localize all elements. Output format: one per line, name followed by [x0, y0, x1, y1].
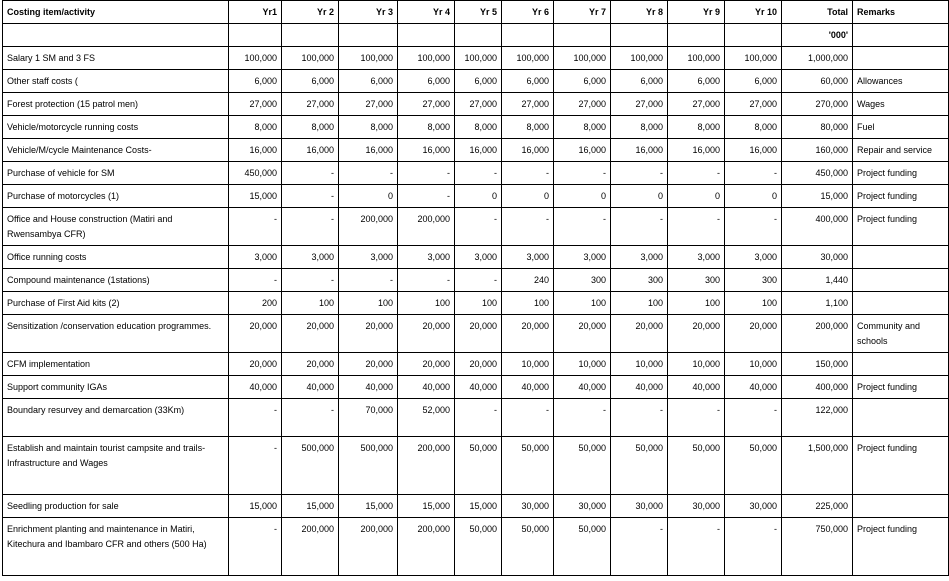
- cell-yr1: 450,000: [229, 162, 282, 185]
- cell-yr6: 30,000: [502, 495, 554, 518]
- cell-yr8: 0: [611, 185, 668, 208]
- cell-yr4: 200,000: [398, 208, 455, 246]
- header-yr1: Yr1: [229, 1, 282, 24]
- cell-remarks: Project funding: [853, 162, 949, 185]
- cell-yr1: 100,000: [229, 47, 282, 70]
- cell-yr1: -: [229, 518, 282, 576]
- table-row: [3, 208, 949, 246]
- table-row: [3, 70, 949, 93]
- cell-yr2: 15,000: [282, 495, 339, 518]
- cell-yr2: 100: [282, 292, 339, 315]
- table-row: [3, 139, 949, 162]
- cell-remarks: Project funding: [853, 437, 949, 495]
- cell-yr10: 30,000: [725, 495, 782, 518]
- cell-yr7: 50,000: [554, 518, 611, 576]
- cell-remarks: [853, 47, 949, 70]
- cell-yr3: 0: [339, 185, 398, 208]
- cell-yr4: -: [398, 185, 455, 208]
- cell-yr8: 50,000: [611, 437, 668, 495]
- cell-yr7: 40,000: [554, 376, 611, 399]
- cell-yr4: 8,000: [398, 116, 455, 139]
- cell-total: 30,000: [782, 246, 853, 269]
- cell-yr4: 27,000: [398, 93, 455, 116]
- cell-yr1: 15,000: [229, 185, 282, 208]
- cell-yr4: 6,000: [398, 70, 455, 93]
- cell-remarks: [853, 269, 949, 292]
- cell-yr6: 100,000: [502, 47, 554, 70]
- cell-yr3: 16,000: [339, 139, 398, 162]
- header-item: Costing item/activity: [3, 1, 229, 24]
- cell-yr2: 6,000: [282, 70, 339, 93]
- cell-item: Purchase of vehicle for SM: [3, 162, 229, 185]
- cell-total: 750,000: [782, 518, 853, 576]
- cell-yr3: 100: [339, 292, 398, 315]
- cell-yr8: -: [611, 518, 668, 576]
- cell-yr5: 16,000: [455, 139, 502, 162]
- header-row: [3, 1, 949, 24]
- cell-yr9: -: [668, 162, 725, 185]
- cell-total: 225,000: [782, 495, 853, 518]
- cell-yr9: 50,000: [668, 437, 725, 495]
- cell-yr3: 20,000: [339, 315, 398, 353]
- cell-yr9: 3,000: [668, 246, 725, 269]
- table-row: [3, 315, 949, 353]
- cell-yr8: 3,000: [611, 246, 668, 269]
- cell-yr6: 8,000: [502, 116, 554, 139]
- cell-yr7: -: [554, 162, 611, 185]
- cell-item: Vehicle/motorcycle running costs: [3, 116, 229, 139]
- cell-yr6: 0: [502, 185, 554, 208]
- cell-yr2: -: [282, 399, 339, 437]
- cell-item: Office and House construction (Matiri and Rwensambya CFR): [3, 208, 229, 246]
- cell-yr6: -: [502, 162, 554, 185]
- cell-remarks: [853, 495, 949, 518]
- cell-yr2: 27,000: [282, 93, 339, 116]
- cell-yr9: -: [668, 208, 725, 246]
- cell-yr9: 6,000: [668, 70, 725, 93]
- table-row: [3, 353, 949, 376]
- cell-yr3: 70,000: [339, 399, 398, 437]
- cell-yr10: -: [725, 208, 782, 246]
- cell-yr4: 20,000: [398, 353, 455, 376]
- cell-yr6: -: [502, 208, 554, 246]
- cell-yr1: 8,000: [229, 116, 282, 139]
- cell-yr1: 20,000: [229, 353, 282, 376]
- cell-yr10: 100: [725, 292, 782, 315]
- header-yr2: Yr 2: [282, 1, 339, 24]
- cell-remarks: Project funding: [853, 208, 949, 246]
- cell-yr3: 100,000: [339, 47, 398, 70]
- cell-yr5: 27,000: [455, 93, 502, 116]
- cell-yr9: -: [668, 518, 725, 576]
- cell-yr6: 20,000: [502, 315, 554, 353]
- cell-remarks: Project funding: [853, 518, 949, 576]
- empty-cell: [554, 24, 611, 47]
- header-remarks: Remarks: [853, 1, 949, 24]
- cell-yr2: 40,000: [282, 376, 339, 399]
- cell-yr3: -: [339, 162, 398, 185]
- table-body: [3, 47, 949, 576]
- cell-yr8: 6,000: [611, 70, 668, 93]
- cell-total: 160,000: [782, 139, 853, 162]
- cell-yr10: 40,000: [725, 376, 782, 399]
- cell-total: 15,000: [782, 185, 853, 208]
- cell-yr4: 100,000: [398, 47, 455, 70]
- cell-yr7: 8,000: [554, 116, 611, 139]
- cell-item: Seedling production for sale: [3, 495, 229, 518]
- cell-yr9: 20,000: [668, 315, 725, 353]
- cell-item: Compound maintenance (1stations): [3, 269, 229, 292]
- cell-remarks: Fuel: [853, 116, 949, 139]
- cell-yr9: 10,000: [668, 353, 725, 376]
- cell-yr7: 6,000: [554, 70, 611, 93]
- cell-yr9: 8,000: [668, 116, 725, 139]
- cell-yr10: -: [725, 162, 782, 185]
- cell-yr8: 10,000: [611, 353, 668, 376]
- cell-total: 1,500,000: [782, 437, 853, 495]
- table-row: [3, 518, 949, 576]
- cell-item: Support community IGAs: [3, 376, 229, 399]
- cell-yr9: 300: [668, 269, 725, 292]
- cell-yr2: 3,000: [282, 246, 339, 269]
- cell-yr2: 100,000: [282, 47, 339, 70]
- header-yr6: Yr 6: [502, 1, 554, 24]
- table-row: [3, 116, 949, 139]
- header-yr7: Yr 7: [554, 1, 611, 24]
- cell-yr9: 100,000: [668, 47, 725, 70]
- cell-yr10: 27,000: [725, 93, 782, 116]
- cell-remarks: Project funding: [853, 376, 949, 399]
- cell-yr2: -: [282, 185, 339, 208]
- cell-yr6: 240: [502, 269, 554, 292]
- cell-item: Establish and maintain tourist campsite and trails- Infrastructure and Wages: [3, 437, 229, 495]
- cell-yr6: 10,000: [502, 353, 554, 376]
- cell-yr7: 50,000: [554, 437, 611, 495]
- cell-yr9: 0: [668, 185, 725, 208]
- cell-yr8: 100: [611, 292, 668, 315]
- cell-yr7: 3,000: [554, 246, 611, 269]
- cell-yr1: -: [229, 399, 282, 437]
- cell-yr6: 50,000: [502, 437, 554, 495]
- cell-total: 200,000: [782, 315, 853, 353]
- empty-cell: [398, 24, 455, 47]
- cell-yr7: 10,000: [554, 353, 611, 376]
- cell-yr2: 16,000: [282, 139, 339, 162]
- empty-cell: [502, 24, 554, 47]
- cell-yr1: 15,000: [229, 495, 282, 518]
- table-row: [3, 292, 949, 315]
- cell-yr10: 10,000: [725, 353, 782, 376]
- cell-yr9: -: [668, 399, 725, 437]
- cell-total: 400,000: [782, 376, 853, 399]
- cell-yr5: 20,000: [455, 315, 502, 353]
- cell-yr8: 30,000: [611, 495, 668, 518]
- cell-yr1: 27,000: [229, 93, 282, 116]
- cell-yr8: -: [611, 399, 668, 437]
- header-yr4: Yr 4: [398, 1, 455, 24]
- cell-remarks: Project funding: [853, 185, 949, 208]
- cell-yr5: 8,000: [455, 116, 502, 139]
- cell-yr8: 300: [611, 269, 668, 292]
- table-row: [3, 162, 949, 185]
- cell-item: Purchase of First Aid kits (2): [3, 292, 229, 315]
- cell-yr9: 40,000: [668, 376, 725, 399]
- cell-yr7: 16,000: [554, 139, 611, 162]
- cell-yr5: 0: [455, 185, 502, 208]
- cell-yr1: 3,000: [229, 246, 282, 269]
- cell-yr9: 100: [668, 292, 725, 315]
- cell-yr2: -: [282, 162, 339, 185]
- cell-total: 270,000: [782, 93, 853, 116]
- header-yr3: Yr 3: [339, 1, 398, 24]
- cell-total: 400,000: [782, 208, 853, 246]
- cell-yr6: 27,000: [502, 93, 554, 116]
- cell-yr9: 27,000: [668, 93, 725, 116]
- cell-yr10: -: [725, 399, 782, 437]
- cell-yr7: 20,000: [554, 315, 611, 353]
- cell-yr5: 20,000: [455, 353, 502, 376]
- cell-yr10: 3,000: [725, 246, 782, 269]
- cell-yr10: 300: [725, 269, 782, 292]
- cell-yr4: 20,000: [398, 315, 455, 353]
- cell-yr3: 200,000: [339, 518, 398, 576]
- cell-item: Salary 1 SM and 3 FS: [3, 47, 229, 70]
- cell-remarks: [853, 353, 949, 376]
- table-row: [3, 269, 949, 292]
- cell-item: Boundary resurvey and demarcation (33Km): [3, 399, 229, 437]
- cell-yr5: 15,000: [455, 495, 502, 518]
- empty-cell: [611, 24, 668, 47]
- cell-yr4: 200,000: [398, 518, 455, 576]
- cell-yr7: 100,000: [554, 47, 611, 70]
- cell-yr3: 6,000: [339, 70, 398, 93]
- table-row: [3, 185, 949, 208]
- cell-yr2: -: [282, 208, 339, 246]
- cell-yr9: 30,000: [668, 495, 725, 518]
- unit-row: [3, 24, 949, 47]
- cell-yr4: 16,000: [398, 139, 455, 162]
- empty-cell: [282, 24, 339, 47]
- unit-label: '000': [782, 24, 853, 47]
- cell-yr3: 27,000: [339, 93, 398, 116]
- cell-total: 80,000: [782, 116, 853, 139]
- cell-yr3: 20,000: [339, 353, 398, 376]
- cell-yr5: -: [455, 208, 502, 246]
- cell-yr7: 100: [554, 292, 611, 315]
- cell-yr10: 0: [725, 185, 782, 208]
- cell-yr10: -: [725, 518, 782, 576]
- table-row: [3, 93, 949, 116]
- cell-yr5: 50,000: [455, 518, 502, 576]
- cell-item: Office running costs: [3, 246, 229, 269]
- cell-yr8: 40,000: [611, 376, 668, 399]
- cell-total: 1,440: [782, 269, 853, 292]
- cell-yr2: 500,000: [282, 437, 339, 495]
- cell-yr4: 200,000: [398, 437, 455, 495]
- cell-item: Other staff costs (: [3, 70, 229, 93]
- cell-yr3: 500,000: [339, 437, 398, 495]
- cell-yr3: 200,000: [339, 208, 398, 246]
- cell-yr7: -: [554, 399, 611, 437]
- cell-yr4: 52,000: [398, 399, 455, 437]
- cell-yr5: -: [455, 162, 502, 185]
- cell-yr2: -: [282, 269, 339, 292]
- empty-cell: [455, 24, 502, 47]
- cell-item: Forest protection (15 patrol men): [3, 93, 229, 116]
- cell-yr8: -: [611, 208, 668, 246]
- cell-yr6: 100: [502, 292, 554, 315]
- cell-yr6: 50,000: [502, 518, 554, 576]
- header-yr10: Yr 10: [725, 1, 782, 24]
- cell-yr8: 8,000: [611, 116, 668, 139]
- cell-yr4: -: [398, 269, 455, 292]
- costing-table: [2, 0, 949, 576]
- cell-yr10: 6,000: [725, 70, 782, 93]
- cell-total: 150,000: [782, 353, 853, 376]
- cell-yr7: 0: [554, 185, 611, 208]
- cell-yr8: 27,000: [611, 93, 668, 116]
- cell-yr2: 8,000: [282, 116, 339, 139]
- cell-yr5: 100,000: [455, 47, 502, 70]
- cell-yr6: 16,000: [502, 139, 554, 162]
- cell-item: Purchase of motorcycles (1): [3, 185, 229, 208]
- cell-yr3: 15,000: [339, 495, 398, 518]
- cell-yr2: 200,000: [282, 518, 339, 576]
- cell-yr1: 20,000: [229, 315, 282, 353]
- cell-yr10: 100,000: [725, 47, 782, 70]
- cell-remarks: [853, 399, 949, 437]
- cell-yr4: -: [398, 162, 455, 185]
- empty-cell: [668, 24, 725, 47]
- cell-yr8: 100,000: [611, 47, 668, 70]
- cell-yr3: -: [339, 269, 398, 292]
- cell-yr7: 27,000: [554, 93, 611, 116]
- cell-yr5: 6,000: [455, 70, 502, 93]
- cell-yr8: 16,000: [611, 139, 668, 162]
- cell-yr9: 16,000: [668, 139, 725, 162]
- empty-cell: [725, 24, 782, 47]
- empty-cell: [853, 24, 949, 47]
- cell-yr4: 15,000: [398, 495, 455, 518]
- cell-yr10: 16,000: [725, 139, 782, 162]
- cell-yr7: -: [554, 208, 611, 246]
- cell-yr5: -: [455, 269, 502, 292]
- empty-cell: [229, 24, 282, 47]
- cell-yr5: 50,000: [455, 437, 502, 495]
- cell-yr7: 300: [554, 269, 611, 292]
- cell-yr4: 40,000: [398, 376, 455, 399]
- cell-yr10: 8,000: [725, 116, 782, 139]
- cell-item: CFM implementation: [3, 353, 229, 376]
- cell-yr1: 200: [229, 292, 282, 315]
- cell-item: Enrichment planting and maintenance in Matiri, Kitechura and Ibambaro CFR and others (500 Ha): [3, 518, 229, 576]
- cell-yr1: -: [229, 208, 282, 246]
- empty-cell: [339, 24, 398, 47]
- table-row: [3, 399, 949, 437]
- cell-yr3: 40,000: [339, 376, 398, 399]
- cell-total: 1,000,000: [782, 47, 853, 70]
- cell-yr5: 100: [455, 292, 502, 315]
- cell-yr8: 20,000: [611, 315, 668, 353]
- cell-yr4: 3,000: [398, 246, 455, 269]
- cell-yr8: -: [611, 162, 668, 185]
- header-yr5: Yr 5: [455, 1, 502, 24]
- header-yr9: Yr 9: [668, 1, 725, 24]
- cell-yr4: 100: [398, 292, 455, 315]
- table-row: [3, 376, 949, 399]
- cell-yr2: 20,000: [282, 353, 339, 376]
- cell-yr10: 50,000: [725, 437, 782, 495]
- table-row: [3, 437, 949, 495]
- cell-yr5: 3,000: [455, 246, 502, 269]
- cell-item: Sensitization /conservation education programmes.: [3, 315, 229, 353]
- cell-yr3: 8,000: [339, 116, 398, 139]
- cell-total: 450,000: [782, 162, 853, 185]
- cell-yr10: 20,000: [725, 315, 782, 353]
- cell-total: 60,000: [782, 70, 853, 93]
- cell-yr1: -: [229, 437, 282, 495]
- cell-total: 122,000: [782, 399, 853, 437]
- cell-yr6: 40,000: [502, 376, 554, 399]
- cell-yr5: 40,000: [455, 376, 502, 399]
- header-total: Total: [782, 1, 853, 24]
- cell-remarks: [853, 246, 949, 269]
- cell-remarks: Wages: [853, 93, 949, 116]
- empty-cell: [3, 24, 229, 47]
- cell-remarks: [853, 292, 949, 315]
- cell-yr1: 16,000: [229, 139, 282, 162]
- cell-yr5: -: [455, 399, 502, 437]
- cell-yr1: 40,000: [229, 376, 282, 399]
- cell-yr6: 3,000: [502, 246, 554, 269]
- cell-yr7: 30,000: [554, 495, 611, 518]
- cell-yr2: 20,000: [282, 315, 339, 353]
- cell-yr1: 6,000: [229, 70, 282, 93]
- cell-remarks: Allowances: [853, 70, 949, 93]
- cell-item: Vehicle/M/cycle Maintenance Costs-: [3, 139, 229, 162]
- cell-remarks: Community and schools: [853, 315, 949, 353]
- table-row: [3, 246, 949, 269]
- header-yr8: Yr 8: [611, 1, 668, 24]
- cell-remarks: Repair and service: [853, 139, 949, 162]
- cell-yr6: 6,000: [502, 70, 554, 93]
- cell-yr3: 3,000: [339, 246, 398, 269]
- cell-yr6: -: [502, 399, 554, 437]
- cell-yr1: -: [229, 269, 282, 292]
- cell-total: 1,100: [782, 292, 853, 315]
- table-row: [3, 47, 949, 70]
- table-row: [3, 495, 949, 518]
